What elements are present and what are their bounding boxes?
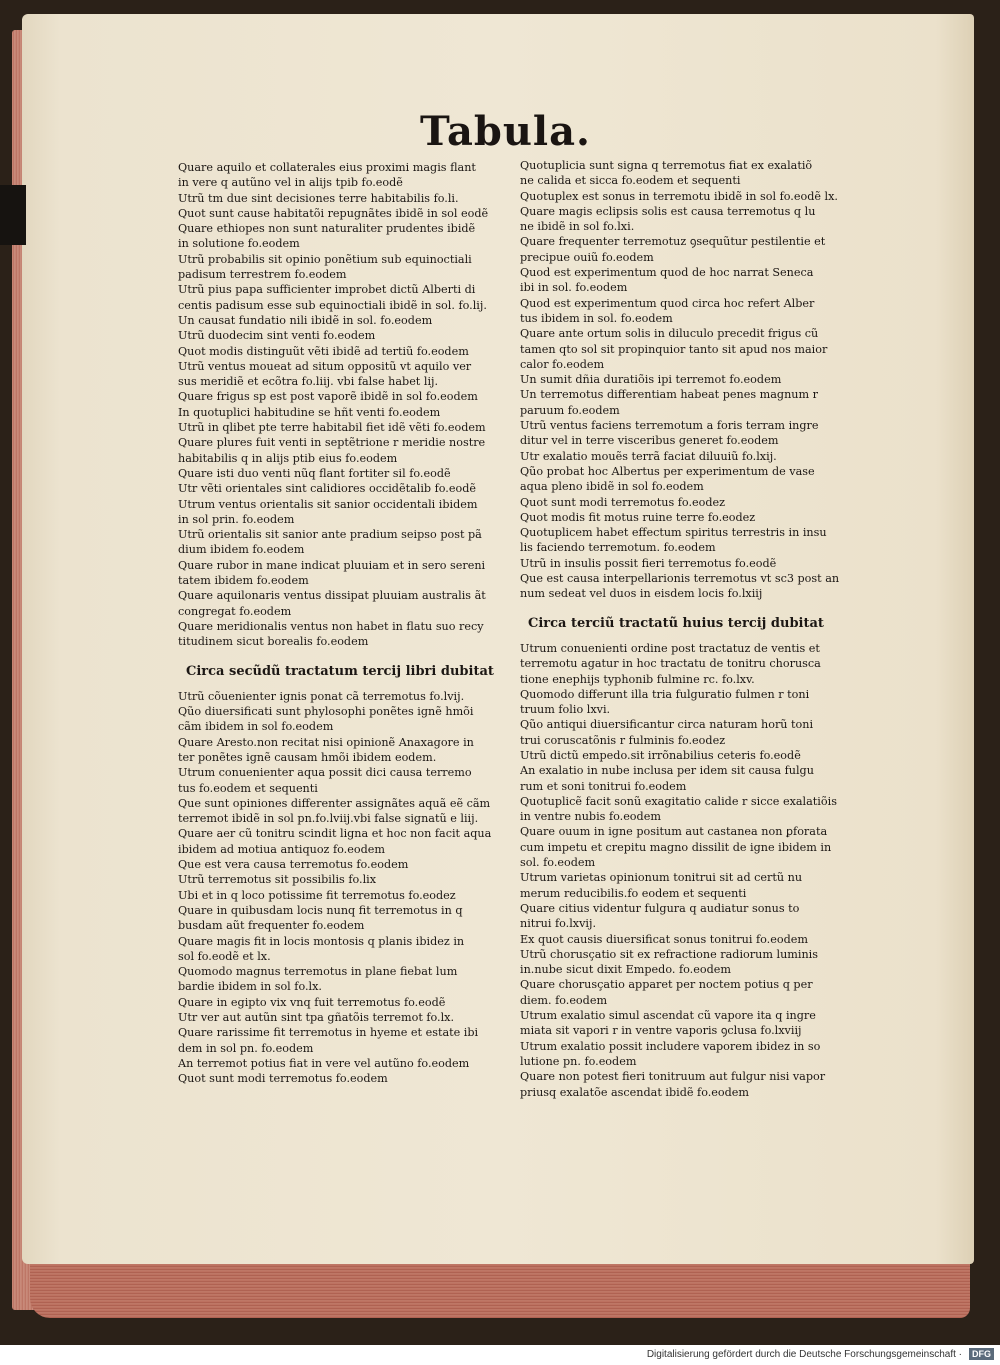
index-line: paruum fo.eodem xyxy=(520,403,620,417)
index-line: ibidem ad motiua antiquoz fo.eodem xyxy=(178,842,385,856)
index-line: In quotuplici habitudine se hñt venti fo.eodem xyxy=(178,405,441,419)
index-line: habitabilis q in alijs ptib eius fo.eodem xyxy=(178,451,398,465)
index-line: Ubi et in q loco potissime fit terremotus fo.eodez xyxy=(178,888,456,902)
index-line: Quotuplicem habet effectum spiritus terrestris in insu xyxy=(520,526,827,540)
index-line: Utrum varietas opinionum tonitrui sit ad certũ nu xyxy=(520,871,803,885)
index-line: dium ibidem fo.eodem xyxy=(178,543,305,557)
index-line: in vere q autũno vel in alijs tpib fo.eodẽ xyxy=(178,176,403,190)
index-line: truum folio lxvi. xyxy=(520,703,611,717)
index-line: Quotuplicia sunt signa q terremotus fiat ex exalatiõ xyxy=(520,159,813,172)
index-line: Quare aer cũ tonitru scindit ligna et hoc non facit aqua xyxy=(178,827,492,841)
index-line: in sol prin. fo.eodem xyxy=(178,512,295,526)
index-line: Quotuplicẽ facit sonũ exagitatio calide r sicce exalatiõis xyxy=(520,794,837,808)
index-line: Quot modis distinguũt vẽti ibidẽ ad tertiũ fo.eodem xyxy=(178,344,469,358)
index-line: tamen qto sol sit propinquior tanto sit apud nos maior xyxy=(520,342,828,356)
index-line: Que sunt opiniones differenter assignãtes aquã eẽ cãm xyxy=(178,796,491,810)
index-line: Que est vera causa terremotus fo.eodem xyxy=(178,858,409,872)
index-line: Quare citius videntur fulgura q audiatur sonus to xyxy=(520,901,800,915)
index-line: lis faciendo terremotum. fo.eodem xyxy=(520,541,716,555)
index-line: diem. fo.eodem xyxy=(520,993,608,1007)
right-column xyxy=(520,158,852,1100)
index-line: nitrui fo.lxvij. xyxy=(520,917,597,931)
index-line: Quomodo magnus terremotus in plane fiebat lum xyxy=(178,965,458,979)
index-line: Quare ouum in igne positum aut castanea non ꝑforata xyxy=(520,825,828,839)
index-line: bardie ibidem in sol fo.lx. xyxy=(178,980,322,994)
footer-credit: Digitalisierung gefördert durch die Deutsche Forschungsgemeinschaft · xyxy=(646,1349,962,1360)
index-line: Qũo antiqui diuersificantur circa naturam horũ toni xyxy=(520,718,814,732)
index-line: tatem ibidem fo.eodem xyxy=(178,574,309,588)
index-line: Quare ante ortum solis in diluculo precedit frigus cũ xyxy=(520,327,819,341)
page-title: Tabula. xyxy=(420,108,591,155)
index-line: in.nube sicut dixit Empedo. fo.eodem xyxy=(520,963,731,977)
index-line: Quare chorusçatio apparet per noctem potius q per xyxy=(520,978,813,992)
index-line: Quare in egipto vix vnq fuit terremotus fo.eodẽ xyxy=(178,995,446,1009)
index-line: sol. fo.eodem xyxy=(520,856,596,870)
index-line: terremot ibidẽ in sol pn.fo.lviij.vbi false signatũ e liij. xyxy=(178,812,479,826)
index-line: Quare meridionalis ventus non habet in flatu suo recy xyxy=(178,619,484,633)
index-line: Un terremotus differentiam habeat penes magnum r xyxy=(520,388,819,402)
index-line: Utrum conuenienter aqua possit dici causa terremo xyxy=(178,766,472,780)
index-line: dem in sol pn. fo.eodem xyxy=(178,1041,314,1055)
index-line: Utrum exalatio possit includere vaporem ibidez in so xyxy=(520,1039,821,1053)
index-line: ne calida et sicca fo.eodem et sequenti xyxy=(520,174,741,188)
index-line: Utrum conuenienti ordine post tractatuz de ventis et xyxy=(520,641,820,655)
index-line: Utrũ chorusçatio sit ex refractione radiorum luminis xyxy=(520,947,818,961)
index-line: Utrũ orientalis sit sanior ante pradium seipso post pã xyxy=(178,528,482,542)
index-line: Quomodo differunt illa tria fulguratio fulmen r toni xyxy=(520,687,810,701)
index-line: Quod est experimentum quod circa hoc refert Alber xyxy=(520,296,815,310)
index-line: ne ibidẽ in sol fo.lxi. xyxy=(520,220,635,234)
index-line: Quare rubor in mane indicat pluuiam et in sero sereni xyxy=(178,558,486,572)
index-line: precipue ouiũ fo.eodem xyxy=(520,250,654,264)
index-line: Quare aquilonaris ventus dissipat pluuiam australis ãt xyxy=(178,589,486,603)
index-line: Utrũ tm due sint decisiones terre habitabilis fo.li. xyxy=(178,191,459,205)
index-line: tione enephijs typhonib fulmine rc. fo.lxv. xyxy=(520,672,755,686)
index-line: priusq exalatõe ascendat ibidẽ fo.eodem xyxy=(520,1085,750,1099)
index-line: Quare in quibusdam locis nunq fit terremotus in q xyxy=(178,903,463,917)
index-line: Utrum ventus orientalis sit sanior occidentali ibidem xyxy=(178,497,478,511)
index-line: miata sit vapori r in ventre vaporis ꝯclusa fo.lxviij xyxy=(520,1024,802,1038)
index-line: Utrũ ventus moueat ad situm oppositũ vt aquilo ver xyxy=(178,359,472,373)
index-line: Qũo probat hoc Albertus per experimentum de vase xyxy=(520,464,815,478)
index-line: Utrũ terremotus sit possibilis fo.lix xyxy=(178,873,377,887)
index-line: in ventre nubis fo.eodem xyxy=(520,810,661,824)
index-line: Quare aquilo et collaterales eius proximi magis flant xyxy=(178,161,476,174)
index-line: Quot sunt modi terremotus fo.eodem xyxy=(178,1072,388,1086)
index-line: Utrũ duodecim sint venti fo.eodem xyxy=(178,329,376,343)
index-line: lutione pn. fo.eodem xyxy=(520,1054,637,1068)
index-line: Quod est experimentum quod de hoc narrat Seneca xyxy=(520,266,814,280)
index-line: Utrũ in qlibet pte terre habitabil fiet idẽ vẽti fo.eodem xyxy=(178,421,486,435)
index-line: Qũo diuersificati sunt phylosophi ponẽtes ignẽ hmõi xyxy=(178,705,474,719)
index-line: merum reducibilis.fo eodem et sequenti xyxy=(520,886,747,900)
index-line: sus meridiẽ et ecõtra fo.liij. vbi false habet lij. xyxy=(178,375,439,389)
index-line: Quare isti duo venti nũq flant fortiter sil fo.eodẽ xyxy=(178,466,451,480)
index-line: Un causat fundatio nili ibidẽ in sol. fo.eodem xyxy=(178,313,433,327)
index-line: ibi in sol. fo.eodem xyxy=(520,281,628,295)
index-line: Utrum exalatio simul ascendat cũ vapore ita q ingre xyxy=(520,1009,816,1023)
index-line: An terremot potius fiat in vere vel autũno fo.eodem xyxy=(178,1056,470,1070)
index-line: tus ibidem in sol. fo.eodem xyxy=(520,311,673,325)
footer xyxy=(0,1345,1000,1365)
section-heading: Circa secũdũ tractatum tercij libri dubitat xyxy=(186,663,494,679)
index-line: centis padisum esse sub equinoctiali ibidẽ in sol. fo.lij. xyxy=(178,298,487,312)
index-line: Utr ver aut autũn sint tpa gñatõis terremot fo.lx. xyxy=(178,1011,455,1025)
index-line: Quare non potest fieri tonitruum aut fulgur nisi vapor xyxy=(520,1070,826,1084)
index-line: An exalatio in nube inclusa per idem sit causa fulgu xyxy=(520,764,814,778)
index-line: cum impetu et crepitu magno dissilit de igne ibidem in xyxy=(520,840,832,854)
index-line: Quare magis eclipsis solis est causa terremotus q lu xyxy=(520,204,816,218)
index-line: sol fo.eodẽ et lx. xyxy=(178,949,271,963)
index-line: Quot modis fit motus ruine terre fo.eodez xyxy=(520,510,756,524)
index-line: busdam aũt frequenter fo.eodem xyxy=(178,919,365,933)
index-line: rum et soni tonitrui fo.eodem xyxy=(520,779,687,793)
index-line: cãm ibidem in sol fo.eodem xyxy=(178,720,334,734)
index-line: Quot sunt cause habitatõi repugnãtes ibidẽ in sol eodẽ xyxy=(178,206,489,220)
index-line: Utrũ dictũ empedo.sit irrõnabilius ceteris fo.eodẽ xyxy=(520,748,801,762)
index-line: Quotuplex est sonus in terremotu ibidẽ in sol fo.eodẽ lx. xyxy=(520,189,838,203)
index-line: Quare rarissime fit terremotus in hyeme et estate ibi xyxy=(178,1026,479,1040)
index-line: Utrũ probabilis sit opinio ponẽtium sub equinoctiali xyxy=(178,252,472,266)
index-line: Utrũ pius papa sufficienter improbet dictũ Alberti di xyxy=(178,283,476,297)
index-line: in solutione fo.eodem xyxy=(178,237,300,251)
index-line: calor fo.eodem xyxy=(520,357,605,371)
index-line: padisum terrestrem fo.eodem xyxy=(178,268,347,282)
index-line: num sedeat vel duos in eisdem locis fo.lxiij xyxy=(520,587,763,601)
index-line: ditur vel in terre visceribus generet fo.eodem xyxy=(520,434,779,448)
index-line: aqua pleno ibidẽ in sol fo.eodem xyxy=(520,480,704,494)
index-line: Quare magis fit in locis montosis q planis ibidez in xyxy=(178,934,465,948)
index-line: Quare Aresto.non recitat nisi opinionẽ Anaxagore in xyxy=(178,735,474,749)
index-line: Quare frigus sp est post vaporẽ ibidẽ in sol fo.eodem xyxy=(178,390,478,404)
index-line: Utr vẽti orientales sint calidiores occidẽtalib fo.eodẽ xyxy=(178,482,476,496)
index-line: Que est causa interpellarionis terremotus vt sc3 post an xyxy=(520,572,840,586)
index-line: congregat fo.eodem xyxy=(178,604,292,618)
index-line: Utrũ ventus faciens terremotum a foris terram ingre xyxy=(520,419,819,433)
index-line: Un sumit dñia duratiõis ipi terremot fo.eodem xyxy=(520,373,782,387)
index-line: terremotu agatur in hoc tractatu de tonitru chorusca xyxy=(520,657,821,671)
index-line: Quare plures fuit venti in septẽtrione r meridie nostre xyxy=(178,436,486,450)
index-line: Utr exalatio mouẽs terrã faciat diluuiũ fo.lxij. xyxy=(520,449,777,463)
index-line: titudinem sicut borealis fo.eodem xyxy=(178,635,369,649)
index-line: ter ponẽtes ignẽ causam hmõi ibidem eodem. xyxy=(178,750,437,764)
page-edges-bottom xyxy=(30,1256,970,1318)
index-line: Quot sunt modi terremotus fo.eodez xyxy=(520,495,726,509)
index-line: trui coruscatõnis r fulminis fo.eodez xyxy=(520,733,726,747)
index-line: Quare ethiopes non sunt naturaliter prudentes ibidẽ xyxy=(178,222,476,236)
index-line: Utrũ in insulis possit fieri terremotus fo.eodẽ xyxy=(520,556,777,570)
index-line: Utrũ cõuenienter ignis ponat cã terremotus fo.lvij. xyxy=(178,689,465,703)
binding-strap xyxy=(0,185,26,245)
section-heading: Circa terciũ tractatũ huius tercij dubitat xyxy=(528,615,824,631)
left-column xyxy=(178,160,498,1087)
index-line: tus fo.eodem et sequenti xyxy=(178,781,318,795)
index-line: Quare frequenter terremotuz ꝯsequũtur pestilentie et xyxy=(520,235,826,249)
index-line: Ex quot causis diuersificat sonus tonitrui fo.eodem xyxy=(520,932,808,946)
dfg-logo: DFG xyxy=(969,1348,994,1360)
